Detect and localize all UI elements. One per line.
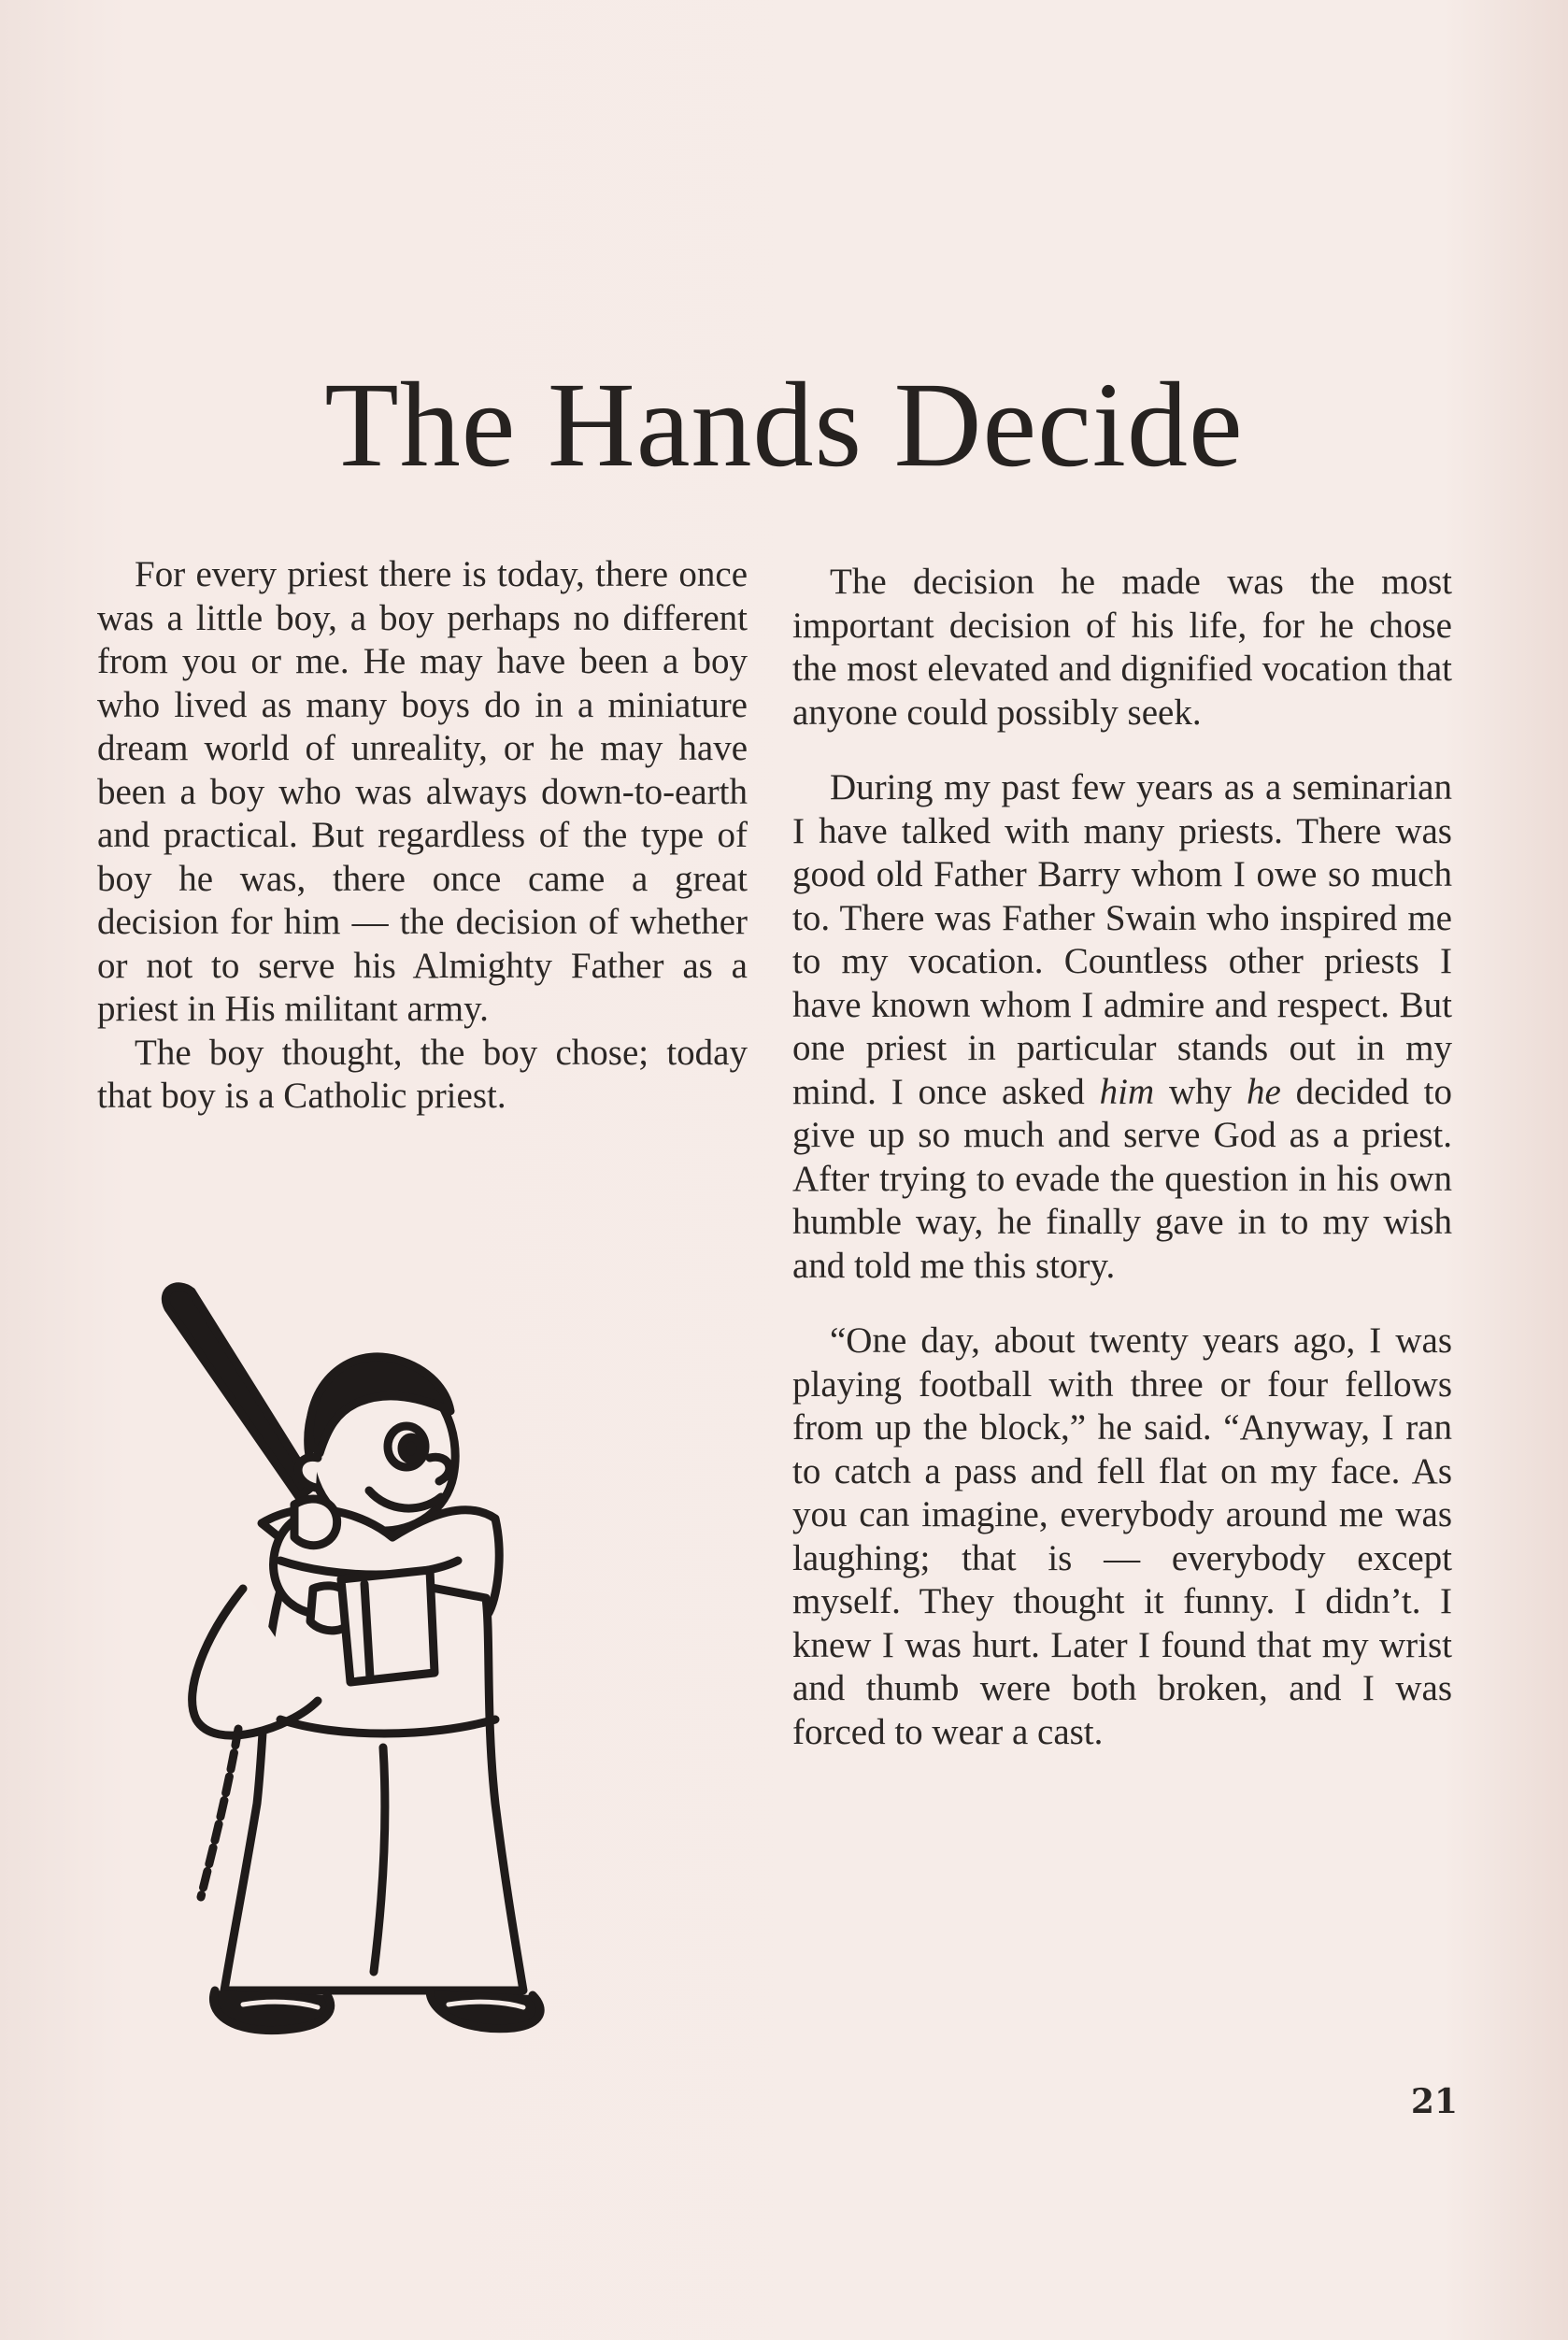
seminarian-text-c: decided to give up so much and serve God as a priest. After trying to evade the question in his own humble way, he finally gave in to my wish and told me this story. — [792, 1071, 1453, 1286]
paragraph-boy-chose: The boy thought, the boy chose; today that boy is a Catholic priest. — [97, 1032, 748, 1116]
monk-batter-illustration — [150, 1280, 682, 2047]
paragraph-intro: For every priest there is today, there once was a little boy, a boy perhaps no different from you or me. He may have been a boy who lived as many boys do in a miniature dream world of unreality, or he may have been a boy who was always down-to-earth and practical. But regardless of the type of boy he was, there once came a great decision for him — the decision of whether or not to serve his Almighty Father as a priest in His militant army. — [97, 554, 748, 1029]
seminarian-text-b: why — [1168, 1071, 1233, 1112]
seminarian-text-a: During my past few years as a seminarian I have talked with many priests. There was good old Father Barry whom I owe so much to. There was Father Swain who inspired me to my vocation. Countless other priests I have known whom I admire and respect. But one priest in particular stands out in my mind. I once asked — [792, 767, 1452, 1112]
left-column — [97, 553, 748, 1119]
right-column — [792, 561, 1452, 1754]
paragraph-story: “One day, about twenty years ago, I was playing football with three or four fellows from up the block,” he said. “Anyway, I ran to catch a pass and fell flat on my face. As you can imagine, everybody around me was laughing; that is — everybody except myself. They thought it funny. I didn’t. I knew I was hurt. Later I found that my wrist and thumb were both broken, and I was forced to wear a cast. — [792, 1320, 1452, 1752]
emphasis-him: him — [1099, 1071, 1155, 1112]
emphasis-he: he — [1246, 1071, 1281, 1112]
article-title: The Hands Decide — [324, 358, 1244, 492]
paragraph-seminarian — [792, 766, 1452, 1288]
paragraph-decision: The decision he made was the most important decision of his life, for he chose the most elevated and dignified vocation that anyone could possibly seek. — [792, 562, 1452, 733]
page-number: 21 — [1410, 2082, 1458, 2121]
